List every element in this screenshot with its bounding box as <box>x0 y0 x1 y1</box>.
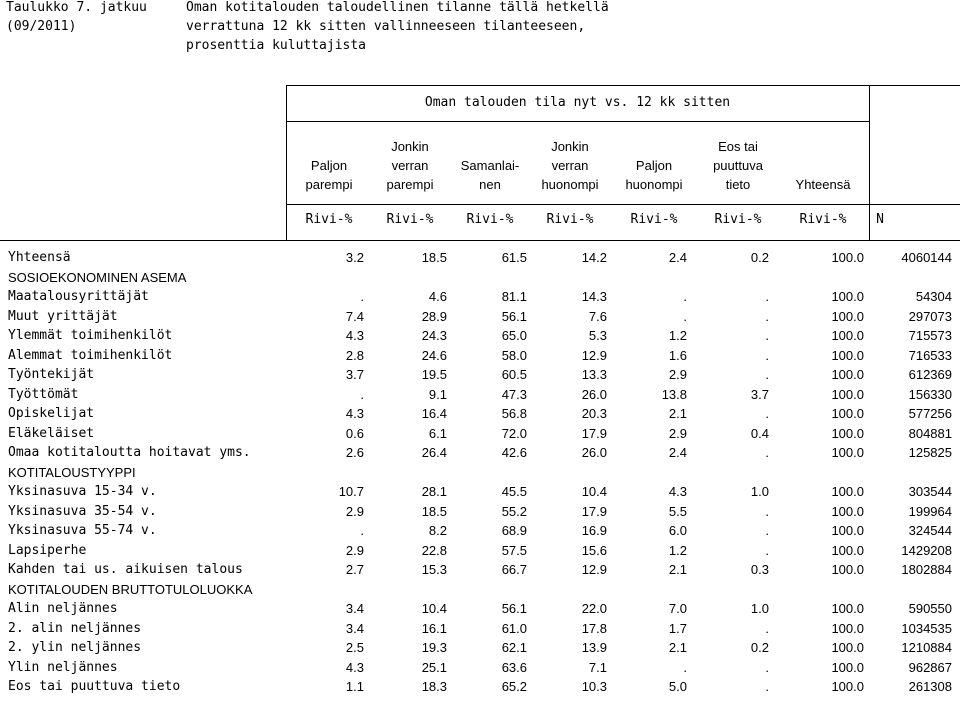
column-header-yhteensa: Yhteensä <box>795 177 851 192</box>
cell-value: 63.6 <box>501 659 527 675</box>
table-row <box>0 248 960 268</box>
cell-value: 2.9 <box>345 503 364 519</box>
table-row <box>0 521 960 541</box>
cell-value: 16.1 <box>421 620 447 636</box>
cell-value: 25.1 <box>421 659 447 675</box>
cell-value: . <box>765 620 769 636</box>
cell-value: 14.3 <box>581 289 607 304</box>
cell-value: 4.3 <box>668 484 687 499</box>
cell-n: 1429208 <box>901 542 952 558</box>
cell-value: 65.0 <box>501 328 527 343</box>
cell-n: 297073 <box>908 308 952 324</box>
column-header-jonkin-verran-parempi: Jonkin verran parempi <box>386 139 434 192</box>
cell-value: 100.0 <box>831 562 864 577</box>
cell-value: 3.4 <box>345 620 364 636</box>
cell-value: . <box>765 679 769 694</box>
cell-value: 3.4 <box>345 601 364 616</box>
cell-value: 24.6 <box>421 347 447 363</box>
cell-value: 4.6 <box>428 289 447 304</box>
section-header-row <box>0 463 960 483</box>
cell-value: . <box>360 523 364 538</box>
cell-value: 100.0 <box>831 250 864 265</box>
cell-value: 28.1 <box>421 484 447 499</box>
cell-value: . <box>360 386 364 402</box>
unit-label: Rivi-% <box>546 212 594 227</box>
row-label: Yksinasuva 55-74 v. <box>8 523 157 538</box>
cell-value: 2.8 <box>345 347 364 363</box>
cell-value: . <box>765 523 769 538</box>
cell-value: 100.0 <box>831 289 864 304</box>
row-label: Alin neljännes <box>8 601 118 616</box>
cell-value: . <box>683 659 687 675</box>
cell-value: 10.3 <box>581 679 607 694</box>
row-label: Kahden tai us. aikuisen talous <box>8 562 243 577</box>
cell-value: . <box>765 406 769 421</box>
cell-value: 1.0 <box>750 601 769 616</box>
row-label: 2. alin neljännes <box>8 620 142 636</box>
cell-value: 16.4 <box>421 406 447 421</box>
cell-value: 100.0 <box>831 425 864 441</box>
table-row <box>0 404 960 424</box>
table-row <box>0 638 960 658</box>
row-label: Lapsiperhe <box>8 542 87 558</box>
cell-value: 10.7 <box>338 484 364 499</box>
header-bottom-rule <box>0 240 960 241</box>
table-row <box>0 287 960 307</box>
cell-n: 715573 <box>908 328 952 343</box>
cell-value: 4.3 <box>345 328 364 343</box>
cell-value: 3.7 <box>345 367 364 382</box>
cell-value: 0.4 <box>750 425 769 441</box>
cell-value: 0.6 <box>345 425 364 441</box>
cell-value: 72.0 <box>501 425 527 441</box>
cell-value: 26.4 <box>421 445 447 460</box>
cell-value: 17.9 <box>581 425 607 441</box>
cell-value: 100.0 <box>831 347 864 363</box>
cell-value: 61.5 <box>501 250 527 265</box>
cell-value: 100.0 <box>831 659 864 675</box>
cell-value: 100.0 <box>831 367 864 382</box>
cell-value: 7.6 <box>588 308 607 324</box>
table-title-line-3: prosenttia kuluttajista <box>186 38 367 53</box>
cell-value: 57.5 <box>501 542 527 558</box>
cell-value: 100.0 <box>831 640 864 655</box>
cell-value: 7.1 <box>588 659 607 675</box>
table-row <box>0 502 960 522</box>
cell-value: 18.5 <box>421 250 447 265</box>
cell-value: 20.3 <box>581 406 607 421</box>
table-date-label: (09/2011) <box>6 19 77 34</box>
cell-value: 22.8 <box>421 542 447 558</box>
cell-value: 2.4 <box>668 445 687 460</box>
group-header: Oman talouden tila nyt vs. 12 kk sitten <box>424 95 731 110</box>
row-label: Yksinasuva 35-54 v. <box>8 503 157 519</box>
cell-value: . <box>765 367 769 382</box>
table-row <box>0 658 960 678</box>
cell-value: 28.9 <box>421 308 447 324</box>
table-row <box>0 443 960 463</box>
table-title-line-2: verrattuna 12 kk sitten vallinneeseen tilanteeseen, <box>186 19 586 34</box>
row-label: Eos tai puuttuva tieto <box>8 679 181 694</box>
row-label: Alemmat toimihenkilöt <box>8 347 173 363</box>
cell-value: . <box>765 445 769 460</box>
cell-value: 26.0 <box>581 386 607 402</box>
cell-value: 2.9 <box>668 367 687 382</box>
cell-value: 18.5 <box>421 503 447 519</box>
cell-value: 22.0 <box>581 601 607 616</box>
table-row <box>0 541 960 561</box>
cell-value: 14.2 <box>581 250 607 265</box>
group-header-rule <box>286 121 869 122</box>
row-label: Yksinasuva 15-34 v. <box>8 484 157 499</box>
cell-value: . <box>765 503 769 519</box>
cell-value: 17.9 <box>581 503 607 519</box>
cell-value: 1.2 <box>668 328 687 343</box>
cell-value: 19.5 <box>421 367 447 382</box>
cell-value: 2.7 <box>345 562 364 577</box>
cell-value: 2.1 <box>668 562 687 577</box>
cell-value: . <box>683 308 687 324</box>
cell-value: 60.5 <box>501 367 527 382</box>
cell-value: 1.2 <box>668 542 687 558</box>
cell-value: 56.1 <box>501 601 527 616</box>
table-number-label: Taulukko 7. jatkuu <box>6 0 147 15</box>
cell-value: 100.0 <box>831 601 864 616</box>
cell-value: 19.3 <box>421 640 447 655</box>
cell-value: 47.3 <box>501 386 527 402</box>
cell-value: 56.8 <box>501 406 527 421</box>
cell-n: 54304 <box>915 289 952 304</box>
cell-value: 5.5 <box>668 503 687 519</box>
cell-value: 58.0 <box>501 347 527 363</box>
row-label: Omaa kotitaloutta hoitavat yms. <box>8 445 251 460</box>
row-label: Opiskelijat <box>8 406 95 421</box>
table-body <box>0 248 960 697</box>
cell-value: 100.0 <box>831 620 864 636</box>
cell-value: . <box>683 289 687 304</box>
section-label: KOTITALOUSTYYPPI <box>8 464 136 480</box>
cell-value: 2.5 <box>345 640 364 655</box>
cell-value: 6.1 <box>428 425 447 441</box>
cell-value: 7.4 <box>345 308 364 324</box>
cell-value: 100.0 <box>831 328 864 343</box>
cell-value: 100.0 <box>831 523 864 538</box>
unit-label: Rivi-% <box>386 212 434 227</box>
cell-value: 26.0 <box>581 445 607 460</box>
cell-value: 100.0 <box>831 484 864 499</box>
cell-value: . <box>765 328 769 343</box>
cell-n: 4060144 <box>901 250 952 265</box>
table-row <box>0 424 960 444</box>
cell-value: 5.3 <box>588 328 607 343</box>
column-header-jonkin-verran-huonompi: Jonkin verran huonompi <box>541 139 599 192</box>
table-row <box>0 677 960 697</box>
cell-value: 100.0 <box>831 445 864 460</box>
column-header-paljon-huonompi: Paljon huonompi <box>625 158 683 192</box>
cell-value: 8.2 <box>428 523 447 538</box>
cell-n: 612369 <box>908 367 952 382</box>
cell-value: 0.3 <box>750 562 769 577</box>
cell-n: 962867 <box>908 659 952 675</box>
cell-n: 156330 <box>908 386 952 402</box>
column-header-rule <box>286 204 960 205</box>
cell-n: 261308 <box>908 679 952 694</box>
table-row <box>0 365 960 385</box>
cell-value: 12.9 <box>581 347 607 363</box>
column-header-samanlainen: Samanlai- nen <box>460 158 520 192</box>
cell-n: 324544 <box>908 523 952 538</box>
cell-value: 9.1 <box>428 386 447 402</box>
row-label: Työntekijät <box>8 367 95 382</box>
cell-value: 62.1 <box>501 640 527 655</box>
cell-value: . <box>765 308 769 324</box>
cell-value: 56.1 <box>501 308 527 324</box>
cell-value: 10.4 <box>421 601 447 616</box>
unit-label: Rivi-% <box>305 212 353 227</box>
cell-value: 18.3 <box>421 679 447 694</box>
cell-n: 590550 <box>908 601 952 616</box>
table-row <box>0 560 960 580</box>
cell-value: . <box>360 289 364 304</box>
section-label: SOSIOEKONOMINEN ASEMA <box>8 269 187 285</box>
cell-n: 716533 <box>908 347 952 363</box>
cell-value: 2.9 <box>668 425 687 441</box>
cell-value: 0.2 <box>750 250 769 265</box>
cell-value: 6.0 <box>668 523 687 538</box>
cell-value: 3.2 <box>345 250 364 265</box>
header-top-rule <box>286 85 960 86</box>
cell-value: 68.9 <box>501 523 527 538</box>
cell-value: . <box>765 289 769 304</box>
cell-value: 55.2 <box>501 503 527 519</box>
cell-value: 1.6 <box>668 347 687 363</box>
cell-value: 2.1 <box>668 406 687 421</box>
row-label: Yhteensä <box>8 250 71 265</box>
section-header-row <box>0 268 960 288</box>
column-header-paljon-parempi: Paljon parempi <box>305 158 353 192</box>
cell-value: 5.0 <box>668 679 687 694</box>
cell-value: 17.8 <box>581 620 607 636</box>
cell-value: 2.9 <box>345 542 364 558</box>
cell-value: 100.0 <box>831 406 864 421</box>
row-label: Maatalousyrittäjät <box>8 289 149 304</box>
cell-value: 10.4 <box>581 484 607 499</box>
cell-value: 4.3 <box>345 406 364 421</box>
cell-value: 16.9 <box>581 523 607 538</box>
cell-n: 804881 <box>908 425 952 441</box>
row-label: Eläkeläiset <box>8 425 95 441</box>
cell-value: 100.0 <box>831 308 864 324</box>
cell-value: 65.2 <box>501 679 527 694</box>
cell-value: 0.2 <box>750 640 769 655</box>
cell-value: 15.3 <box>421 562 447 577</box>
cell-n: 577256 <box>908 406 952 421</box>
cell-value: 7.0 <box>668 601 687 616</box>
cell-value: 100.0 <box>831 542 864 558</box>
column-header-eos-tai-puuttuva-tieto: Eos tai puuttuva tieto <box>713 139 763 192</box>
cell-value: 1.0 <box>750 484 769 499</box>
cell-value: 2.1 <box>668 640 687 655</box>
cell-value: . <box>765 347 769 363</box>
row-label: Ylemmät toimihenkilöt <box>8 328 173 343</box>
cell-value: 81.1 <box>501 289 527 304</box>
table-row <box>0 326 960 346</box>
cell-n: 303544 <box>908 484 952 499</box>
cell-value: 12.9 <box>581 562 607 577</box>
cell-n: 1802884 <box>901 562 952 577</box>
unit-label: Rivi-% <box>714 212 762 227</box>
cell-value: 3.7 <box>750 386 769 402</box>
cell-value: 2.6 <box>345 445 364 460</box>
cell-n: 1034535 <box>901 620 952 636</box>
cell-value: 100.0 <box>831 503 864 519</box>
row-label: 2. ylin neljännes <box>8 640 142 655</box>
cell-value: 45.5 <box>501 484 527 499</box>
cell-value: 24.3 <box>421 328 447 343</box>
section-label: KOTITALOUDEN BRUTTOTULOLUOKKA <box>8 581 253 597</box>
table-row <box>0 599 960 619</box>
cell-n: 125825 <box>908 445 952 460</box>
cell-value: 100.0 <box>831 679 864 694</box>
row-label: Muut yrittäjät <box>8 308 118 324</box>
table-row <box>0 482 960 502</box>
unit-label: Rivi-% <box>630 212 678 227</box>
cell-value: 100.0 <box>831 386 864 402</box>
cell-n: 1210884 <box>901 640 952 655</box>
cell-value: 42.6 <box>501 445 527 460</box>
cell-value: 1.7 <box>668 620 687 636</box>
cell-value: 61.0 <box>501 620 527 636</box>
table-title-line-1: Oman kotitalouden taloudellinen tilanne tällä hetkellä <box>186 0 609 15</box>
table-row <box>0 346 960 366</box>
cell-value: 2.4 <box>668 250 687 265</box>
cell-value: 13.3 <box>581 367 607 382</box>
unit-label: Rivi-% <box>799 212 847 227</box>
cell-value: 4.3 <box>345 659 364 675</box>
table-row <box>0 307 960 327</box>
cell-value: . <box>765 542 769 558</box>
cell-value: 13.8 <box>661 386 687 402</box>
cell-value: 15.6 <box>581 542 607 558</box>
cell-value: 13.9 <box>581 640 607 655</box>
cell-value: 66.7 <box>501 562 527 577</box>
table-row <box>0 385 960 405</box>
cell-value: . <box>765 659 769 675</box>
section-header-row <box>0 580 960 600</box>
row-label: Ylin neljännes <box>8 659 118 675</box>
cell-n: 199964 <box>908 503 952 519</box>
table-row <box>0 619 960 639</box>
cell-value: 1.1 <box>345 679 364 694</box>
row-label: Työttömät <box>8 386 79 402</box>
unit-label-n: N <box>876 212 884 227</box>
unit-label: Rivi-% <box>466 212 514 227</box>
